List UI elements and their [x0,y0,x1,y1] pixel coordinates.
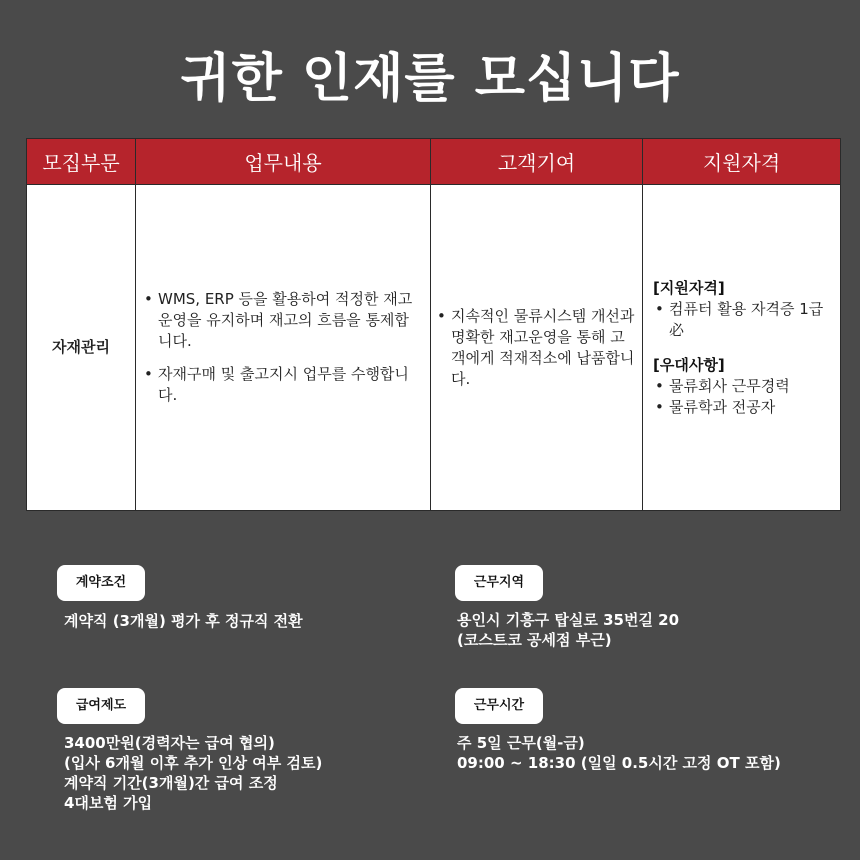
hours-tag: 근무시간 [455,688,543,724]
hours-info [457,733,781,773]
preferred-item: • 물류회사 근무경력 [653,376,832,397]
preferred-heading: [우대사항] [653,355,725,374]
duty-item: • WMS, ERP 등을 활용하여 적정한 재고운영을 유지하며 재고의 흐름을 통제합니다. [142,289,420,352]
hours-line: 09:00 ~ 18:30 (일일 0.5시간 고정 OT 포함) [457,754,781,772]
required-heading: [지원자격] [653,278,725,297]
header-duties: 업무내용 [136,139,431,185]
location-tag: 근무지역 [455,565,543,601]
duties-cell [136,185,431,511]
qualification-cell [643,185,841,511]
header-department: 모집부문 [27,139,136,185]
required-item: • 컴퓨터 활용 자격증 1급 必 [653,299,832,341]
hours-line: 주 5일 근무(월-금) [457,734,585,752]
page-title: 귀한 인재를 모십니다 [180,49,680,109]
table-header-row [27,139,841,185]
contribution-item: • 지속적인 물류시스템 개선과 명확한 재고운영을 통해 고객에게 적재적소에 납품합니다. [435,306,636,390]
salary-info [64,733,322,813]
preferred-item: • 물류학과 전공자 [653,397,832,418]
contribution-cell [431,185,643,511]
location-info [457,610,679,650]
department-cell: 자재관리 [27,185,136,511]
contract-info [64,611,303,631]
contract-line: 계약직 (3개월) 평가 후 정규직 전환 [64,612,303,630]
table-row [27,185,841,511]
duty-item: • 자재구매 및 출고지시 업무를 수행합니다. [142,364,420,406]
salary-line: 4대보험 가입 [64,794,153,812]
header-qualification: 지원자격 [643,139,841,185]
header-contribution: 고객기여 [431,139,643,185]
salary-line: (입사 6개월 이후 추가 인상 여부 검토) [64,754,323,772]
salary-line: 계약직 기간(3개월)간 급여 조정 [64,774,278,792]
salary-tag: 급여제도 [57,688,145,724]
recruitment-table [26,138,841,511]
salary-line: 3400만원(경력자는 급여 협의) [64,734,275,752]
contract-tag: 계약조건 [57,565,145,601]
location-line: 용인시 기흥구 탑실로 35번길 20 [457,611,680,629]
location-line: (코스트코 공세점 부근) [457,631,612,649]
